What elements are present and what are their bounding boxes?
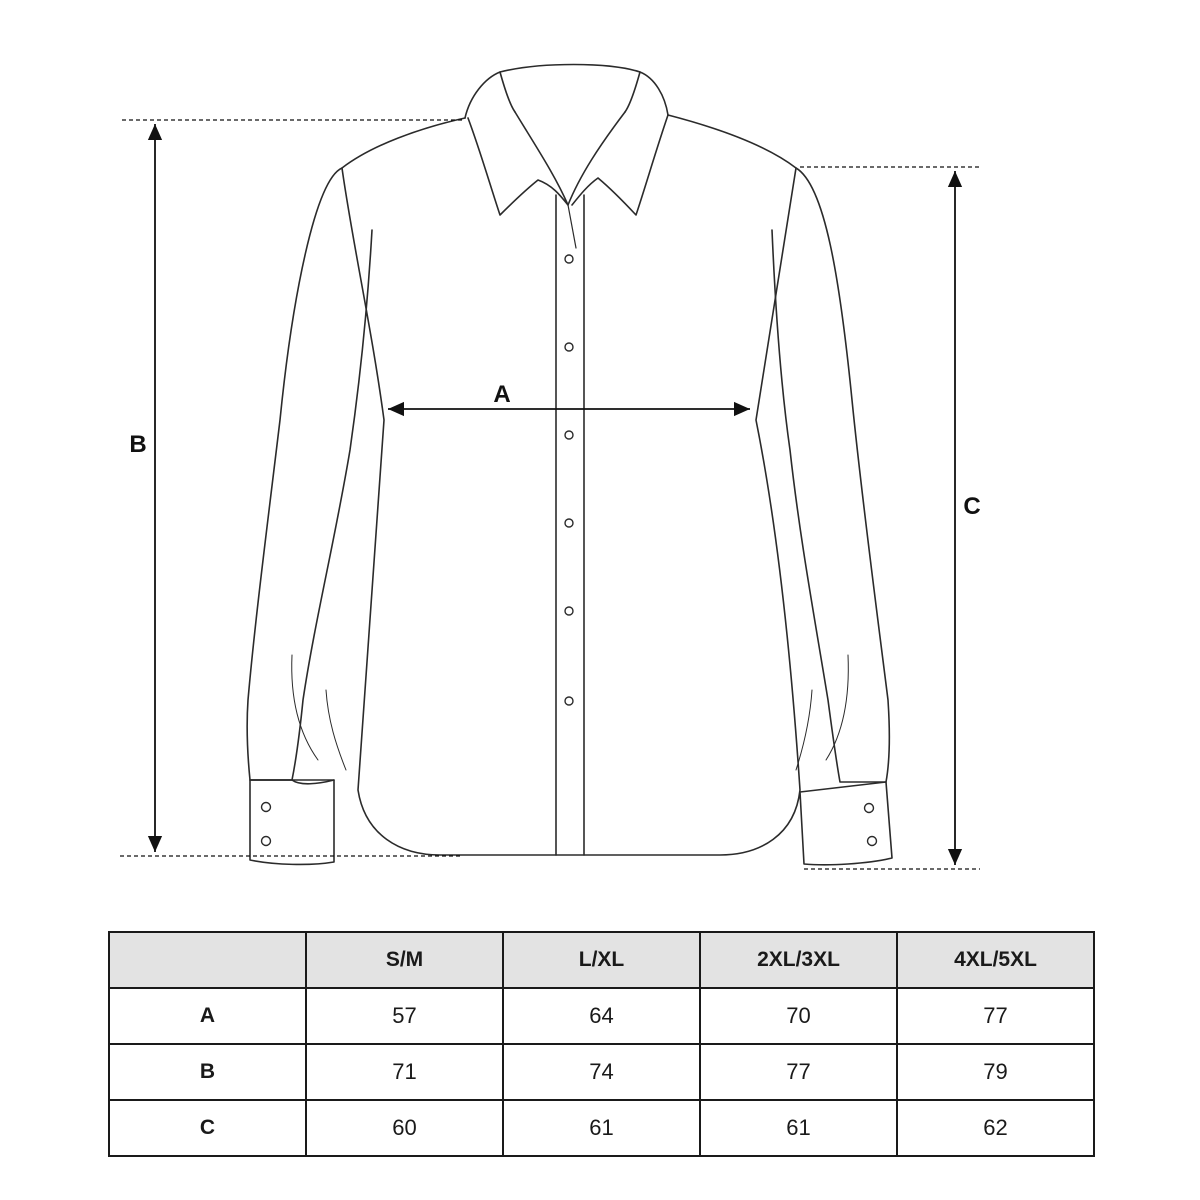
table-cell: 74 [503, 1044, 700, 1100]
left-cuff-outline [250, 780, 334, 864]
label-a: A [493, 381, 511, 408]
table-corner-cell [109, 932, 306, 988]
column-header: S/M [306, 932, 503, 988]
shirt-illustration [247, 65, 892, 865]
table-row [109, 1100, 1094, 1156]
column-header: 4XL/5XL [897, 932, 1094, 988]
column-header: 2XL/3XL [700, 932, 897, 988]
button-2 [565, 343, 573, 351]
table-row [109, 1044, 1094, 1100]
table-cell: 60 [306, 1100, 503, 1156]
table-cell: 70 [700, 988, 897, 1044]
button-1 [565, 255, 573, 263]
right-cuff-button-1 [865, 804, 874, 813]
row-label: B [109, 1044, 306, 1100]
table-cell: 64 [503, 988, 700, 1044]
left-sleeve-outline [247, 168, 372, 780]
button-4 [565, 519, 573, 527]
right-sleeve-outline [772, 168, 889, 782]
column-header: L/XL [503, 932, 700, 988]
table-cell: 57 [306, 988, 503, 1044]
button-5 [565, 607, 573, 615]
collar-outline [465, 65, 668, 119]
shirt-body-outline [342, 115, 800, 855]
right-cuff-outline [800, 782, 892, 865]
label-c: C [963, 493, 981, 520]
table-cell: 71 [306, 1044, 503, 1100]
row-label: C [109, 1100, 306, 1156]
right-cuff-button-2 [868, 837, 877, 846]
left-cuff-button-1 [262, 803, 271, 812]
label-b: B [129, 431, 147, 458]
shirt-buttons [262, 255, 877, 846]
button-3 [565, 431, 573, 439]
table-header-row [109, 932, 1094, 988]
row-label: A [109, 988, 306, 1044]
table-cell: 77 [897, 988, 1094, 1044]
table-cell: 79 [897, 1044, 1094, 1100]
table-cell: 61 [700, 1100, 897, 1156]
size-chart-table [108, 931, 1095, 1157]
table-row [109, 988, 1094, 1044]
button-6 [565, 697, 573, 705]
table-cell: 77 [700, 1044, 897, 1100]
table-cell: 61 [503, 1100, 700, 1156]
table-cell: 62 [897, 1100, 1094, 1156]
dimension-guides [120, 120, 980, 869]
left-cuff-button-2 [262, 837, 271, 846]
